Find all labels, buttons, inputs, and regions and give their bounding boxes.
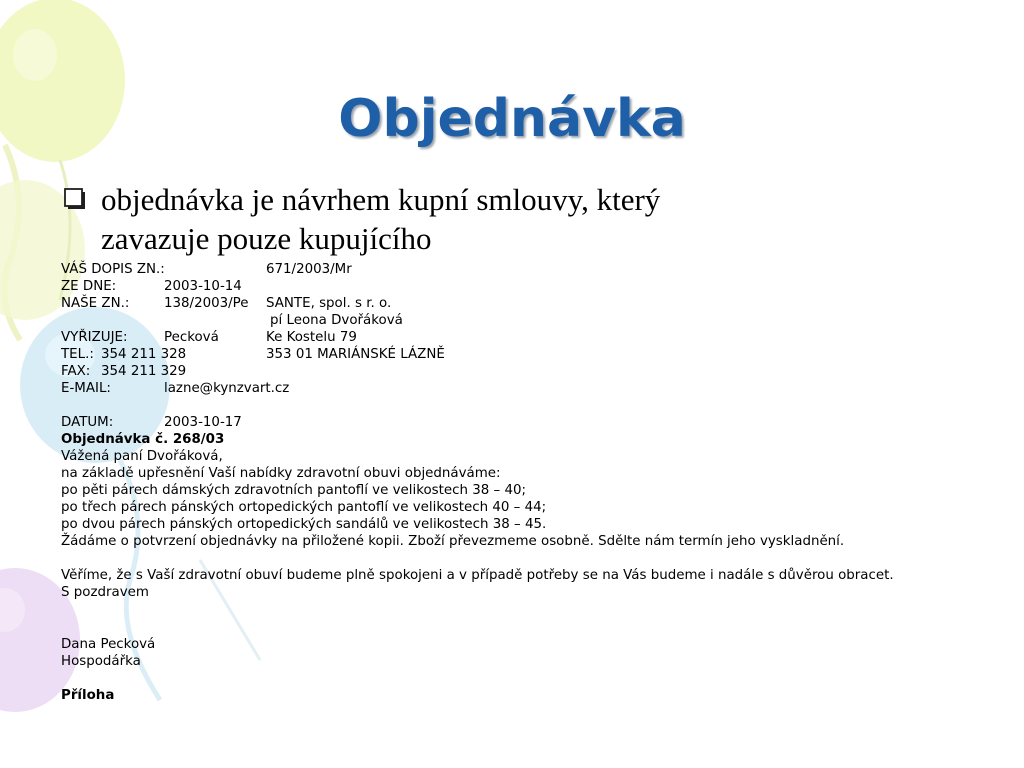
email-label: E-MAIL: [61,381,111,396]
recipient-company: SANTE, spol. s r. o. [266,296,392,311]
body-line: na základě upřesnění Vaší nabídky zdravotní obuvi objednáváme: [61,466,501,481]
datum-label: DATUM: [61,415,114,430]
fax-label: FAX: [61,364,91,379]
ze-dne-label: ZE DNE: [61,279,117,294]
vas-dopis-label: VÁŠ DOPIS ZN.: [61,262,165,277]
body-line: po třech párech pánských ortopedických pantoflí ve velikostech 40 – 44; [61,500,547,515]
body-line: po pěti párech dámských zdravotních pantoflí ve velikostech 38 – 40; [61,483,527,498]
fax-value: 354 211 329 [101,364,187,379]
ze-dne-value: 2003-10-14 [164,279,242,294]
recipient-street: Ke Kostelu 79 [266,330,357,345]
order-subject: Objednávka č. 268/03 [61,432,225,447]
recipient-person: pí Leona Dvořáková [270,313,403,328]
vas-dopis-value: 671/2003/Mr [266,262,352,277]
datum-value: 2003-10-17 [164,415,242,430]
vyrizuje-label: VYŘIZUJE: [61,330,128,345]
vyrizuje-value: Pecková [164,330,219,345]
body-line: po dvou párech pánských ortopedických sandálů ve velikostech 38 – 45. [61,517,547,532]
closing-line: Věříme, že s Vaší zdravotní obuví budeme plně spokojeni a v případě potřeby se na Vás budeme i nadále s důvěrou obracet. [61,568,894,583]
recipient-city: 353 01 MARIÁNSKÉ LÁZNĚ [266,347,445,362]
email-value: lazne@kynzvart.cz [164,381,290,396]
body-line: Vážená paní Dvořáková, [61,449,223,464]
closing-line: S pozdravem [61,585,149,600]
attachment-label: Příloha [61,688,115,703]
tel-value: 354 211 328 [101,347,187,362]
body-line: Žádáme o potvrzení objednávky na přiložené kopii. Zboží převezmeme osobně. Sdělte nám termín jeho vyskladnění. [61,534,845,549]
signature-name: Dana Pecková [61,637,156,652]
nase-zn-label: NAŠE ZN.: [61,296,130,311]
slide-title: Objednávka [338,89,686,149]
nase-zn-value: 138/2003/Pe [164,296,249,311]
bullet-text-line-1: objednávka je návrhem kupní smlouvy, který [101,182,661,217]
tel-label: TEL.: [61,347,94,362]
signature-role: Hospodářka [61,654,141,669]
bullet-text-line-2: zavazuje pouze kupujícího [101,221,432,256]
checkbox-bullet-icon [64,188,86,210]
